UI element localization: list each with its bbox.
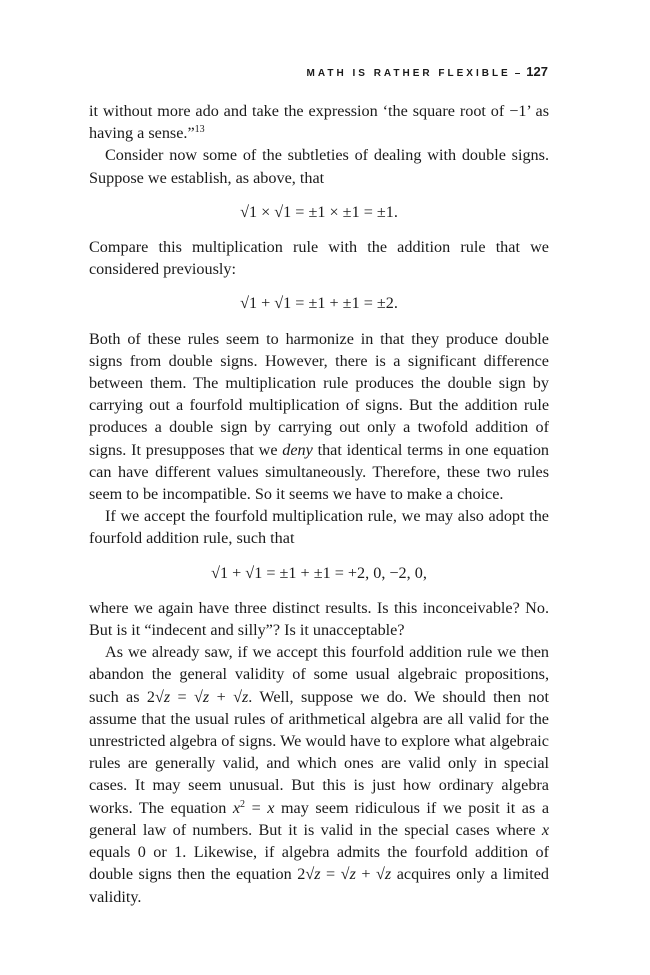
p7-text-j: acquires only a limited validity. bbox=[89, 865, 550, 906]
p7-text-c: + √ bbox=[209, 687, 242, 706]
var-z: z bbox=[384, 865, 392, 884]
var-z: z bbox=[241, 687, 249, 706]
paragraph-algebra-validity bbox=[89, 641, 549, 907]
p7-text-h: = √ bbox=[320, 865, 350, 884]
p1-text: it without more ado and take the expression ‘the square root of −1’ as having a sense.” bbox=[89, 102, 549, 143]
paragraph-both-rules bbox=[89, 328, 549, 506]
p7-text-f: may seem ridiculous if we posit it as a general law of numbers. But it is valid in the special cases where bbox=[89, 798, 550, 839]
footnote-marker: 13 bbox=[194, 124, 205, 136]
running-head-separator: – bbox=[514, 68, 521, 79]
paragraph-fourfold: If we accept the fourfold multiplication rule, we may also adopt the fourfold addition rule, such that bbox=[89, 507, 549, 548]
equation-multiplication: √1 × √1 = ±1 × ±1 = ±1. bbox=[240, 202, 398, 221]
p7-text-b: = √ bbox=[170, 687, 203, 706]
page-number: 127 bbox=[526, 64, 548, 79]
var-z: z bbox=[163, 687, 171, 706]
var-z: z bbox=[349, 865, 356, 884]
var-x: x bbox=[541, 820, 549, 839]
paragraph-continued bbox=[89, 100, 549, 144]
p7-text-i: + √ bbox=[355, 865, 385, 884]
emphasis-deny: deny bbox=[282, 440, 313, 459]
exponent: 2 bbox=[240, 798, 246, 810]
running-head bbox=[307, 64, 548, 79]
var-z: z bbox=[314, 865, 321, 884]
var-z: z bbox=[202, 687, 210, 706]
p7-text-a: As we already saw, if we accept this fourfold addition rule we then abandon the general validity of some usual algebraic propositions, such as 2√ bbox=[89, 643, 549, 706]
var-x: x bbox=[232, 798, 241, 817]
p4-text-b: that identical terms in one equation can have different values simultaneously. Therefore, these two rules seem to be incompatible. So it seems we have to make a choice. bbox=[89, 440, 550, 504]
p7-text-d: . Well, suppose we do. We should then not assume that the usual rules of arithmetical algebra are all valid for the unrestricted algebra of signs. We would have to explore what algebraic rules are generally valid, and which ones are valid only in special cases. It may seem unusual. But this is just how ordinary algebra works. The equation bbox=[89, 687, 549, 817]
equation-fourfold-addition: √1 + √1 = ±1 + ±1 = +2, 0, −2, 0, bbox=[211, 563, 427, 582]
p7-text-e: = bbox=[245, 798, 268, 817]
p7-text-g: equals 0 or 1. Likewise, if algebra admits the fourfold addition of double signs then the equation 2√ bbox=[89, 843, 549, 884]
paragraph-three-results: where we again have three distinct results. Is this inconceivable? No. But is it “indecent and silly”? Is it unacceptable? bbox=[89, 598, 549, 640]
var-x: x bbox=[267, 798, 275, 817]
equation-addition: √1 + √1 = ±1 + ±1 = ±2. bbox=[240, 294, 398, 313]
running-title: MATH IS RATHER FLEXIBLE bbox=[306, 68, 511, 79]
paragraph-compare: Compare this multiplication rule with the addition rule that we considered previously: bbox=[89, 238, 549, 279]
p4-text-a: Both of these rules seem to harmonize in that they produce double signs from double signs. However, there is a significant difference between them. The multiplication rule produces the double sign by carrying out a fourfold multiplication of signs. But the addition rule produces a double sign by carrying out only a twofold addition of signs. It presupposes that we bbox=[89, 329, 549, 459]
body-text bbox=[89, 100, 549, 908]
paragraph-double-signs: Consider now some of the subtleties of dealing with double signs. Suppose we establish, as above, that bbox=[89, 146, 549, 187]
